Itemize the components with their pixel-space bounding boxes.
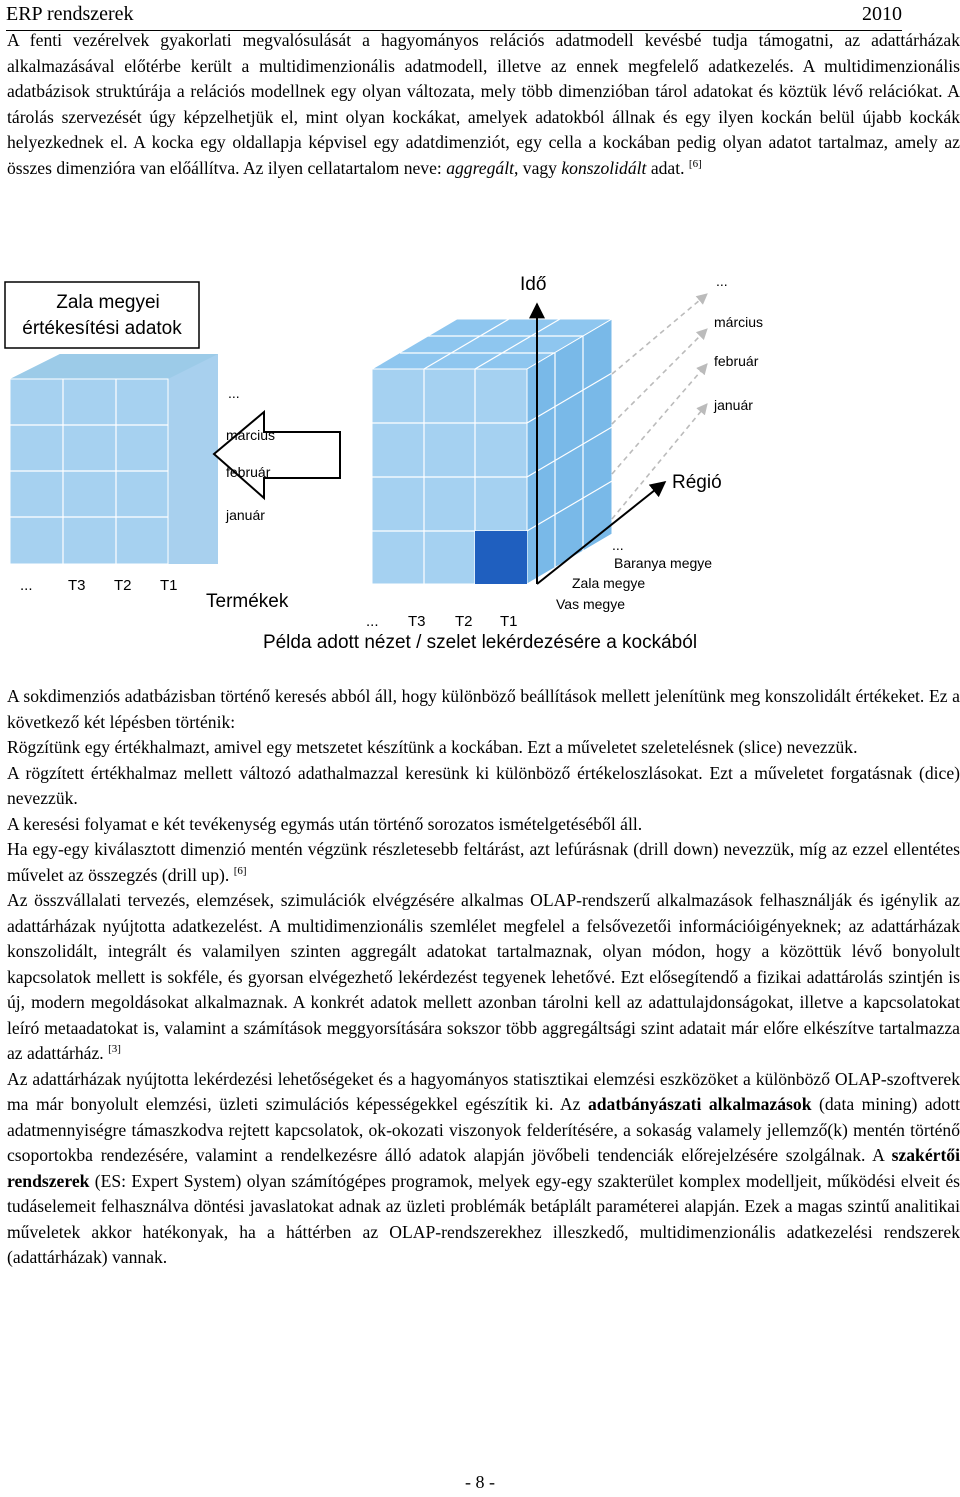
term-consolidated: konszolidált: [561, 157, 647, 178]
intro-end: adat.: [646, 157, 689, 178]
region-baranya: Baranya megye: [614, 555, 713, 571]
header-title: ERP rendszerek: [6, 3, 134, 25]
slice-product-t3: T3: [68, 577, 86, 594]
paragraph-olap: [7, 888, 960, 1067]
cube-month-january: január: [714, 397, 753, 413]
mining-text-a: Az adattárházak nyújtotta lekérdezési lehetőségeket és a hagyományos statisztikai elemzési eszközöket a különböző OLAP-szoftverek ma már bonyolult elemzési, üzleti szimulációs képességekkel egészítik ki. Az: [7, 1068, 960, 1114]
slice-product-t1: T1: [160, 577, 178, 594]
page-header: [6, 0, 902, 31]
region-zala: Zala megye: [572, 575, 646, 591]
cube-product-t1: T1: [500, 613, 518, 630]
slice-arrow: [214, 412, 340, 498]
title-line-1: Zala megyei: [56, 292, 160, 313]
paragraph-mining: [7, 1067, 960, 1271]
slice-month-january: január: [226, 507, 265, 523]
axis-region-label: Régió: [672, 472, 722, 493]
reference-6: [6]: [233, 864, 247, 877]
title-line-2: értékesítési adatok: [22, 318, 182, 339]
cube-product-t3: T3: [408, 613, 426, 630]
page-number: - 8 -: [465, 1472, 495, 1492]
olap-cube-figure: [0, 264, 960, 634]
cube-month-march: március: [714, 314, 764, 330]
data-cube: [372, 319, 612, 584]
figure-caption: Példa adott nézet / szelet lekérdezésére a kockából: [262, 632, 698, 653]
slice-product-dots: ...: [20, 577, 33, 594]
header-year: 2010: [862, 3, 902, 25]
paragraph: A keresési folyamat e két tevékenység egymás után történő sorozatos ismételgetéséből áll.: [7, 813, 643, 834]
intro-text: A fenti vezérelvek gyakorlati megvalósulását a hagyományos relációs adatmodell kevésbé tudja támogatni, az adattárházak alkalmazásával előtérbe került a multidimenzionális adatmodell, illetve az ennek megfelelő adatkezelés. A multidimenzionális adatbázisok struktúrája a relációs modellnek egy olyan változata, mely több dimenzióban tárol adatokat és köztük lévő relációkat. A tárolás szervezését úgy képzelhetjük el, mint olyan kockákat, amelyek adatokból állnak és egy ilyen kockán belül újabb kockák helyezkednek el. A kocka egy oldallapja képvisel egy adatdimenziót, egy cella a kockában pedig olyan adatot tartalmaz, amely az összes dimenzióra van előállítva. Az ilyen cellatartalom neve:: [7, 30, 960, 178]
paragraph: Rögzítünk egy értékhalmazt, amivel egy metszetet készítünk a kockában. Ezt a műveletet szeletelésnek (slice) nevezzük.: [7, 737, 858, 757]
intro-paragraph: [7, 28, 960, 181]
slice-front-face: [10, 354, 218, 564]
mining-text-d: (ES: Expert System) olyan számítógépes programok, melyek egy-egy szakterület komplex modelljeit, működési elveit és tudáselemeit felhasználva döntési javaslatokat adnak az üzleti problémák betáplált paraméterei alapján. Ezek a magas szintű analitikai műveletek akkor hatékonyak, ha a háttérben az OLAP-rendszerekhez illeszkedő, multidimenzionális adatkezelési rendszerek (adattárházak) vannak.: [7, 1170, 960, 1267]
slice-month-february: február: [226, 464, 271, 480]
body-text: [7, 684, 960, 1271]
slice-product-t2: T2: [114, 577, 132, 594]
highlighted-cell: [475, 531, 527, 584]
reference-6: [6]: [688, 157, 702, 170]
paragraph: A rögzített értékhalmaz mellett változó adathalmazzal keresünk ki különböző értékeloszlásokat. Ezt a műveletet forgatásnak (dice) nevezzük.: [7, 762, 960, 808]
term-expert-systems: szakértői rendszerek: [7, 1145, 960, 1191]
term-data-mining: adatbányászati alkalmazások: [587, 1094, 812, 1114]
intro-joiner: , vagy: [513, 157, 562, 178]
region-vas: Vas megye: [556, 596, 625, 612]
region-dots: ...: [612, 537, 624, 553]
term-aggregated: aggregált: [446, 157, 514, 178]
cube-month-dots: ...: [716, 273, 728, 289]
drill-text: Ha egy-egy kiválasztott dimenzió mentén végzünk részletesebb feltárást, azt lefúrásnak (drill down) nevezzük, míg az ezzel ellentétes művelet az összegzés (drill up).: [7, 839, 960, 885]
paragraph-drill: [7, 837, 960, 888]
axis-products-label: Termékek: [206, 591, 289, 612]
cube-product-t2: T2: [455, 613, 473, 630]
cube-month-february: február: [714, 353, 759, 369]
cube-product-dots: ...: [366, 613, 379, 630]
mining-text-c: (data mining) adott adatmennyiségre támaszkodva rejtett kapcsolatok, ok-okozati viszonyok felderítésére, a sokaság valamely jellemző(k) mentén történő csoportokba rendezésére, valamint a rendelkezésre álló adatok alapján jövőbeli tendenciák előrejelzésére szolgálnak. A: [7, 1094, 960, 1165]
axis-time-label: Idő: [520, 274, 547, 295]
slice-month-march: március: [226, 427, 276, 443]
paragraph: A sokdimenziós adatbázisban történő keresés abból áll, hogy különböző beállítások mellett jelenítünk meg konszolidált értékeket. Ez a következő két lépésben történik:: [7, 686, 960, 732]
slice-month-dots: ...: [228, 385, 240, 401]
reference-3: [3]: [108, 1043, 121, 1056]
olap-text: Az összvállalati tervezés, elemzések, szimulációk elvégzésére alkalmas OLAP-rendszerű alkalmazások felhasználják és igénylik az adattárházak nyújtotta adatkezelést. A multidimenzionális szemlélet megfelel a felsővezetői információigényeknek; az adattárházak konszolidált, integrált és valamilyen szinten aggregált adatokat tartalmaznak, olyan módon, hogy a közöttük lévő bonyolult kapcsolatok mellett is sokféle, és gyorsan elvégezhető lekérdezést tegyenek lehetővé. Ezt elősegítendő a fizikai adattárolás szintjén is új, modern megoldásokat alkalmaznak. A konkrét adatok mellett azonban tárolni kell az adattulajdonságokat, illetve a kapcsolatokat leíró metaadatokat is, valamint a számítások meggyorsítására sokszor több aggregáltsági szint adatait már előre elkészítve tartalmazza az adattárház.: [7, 890, 960, 1063]
